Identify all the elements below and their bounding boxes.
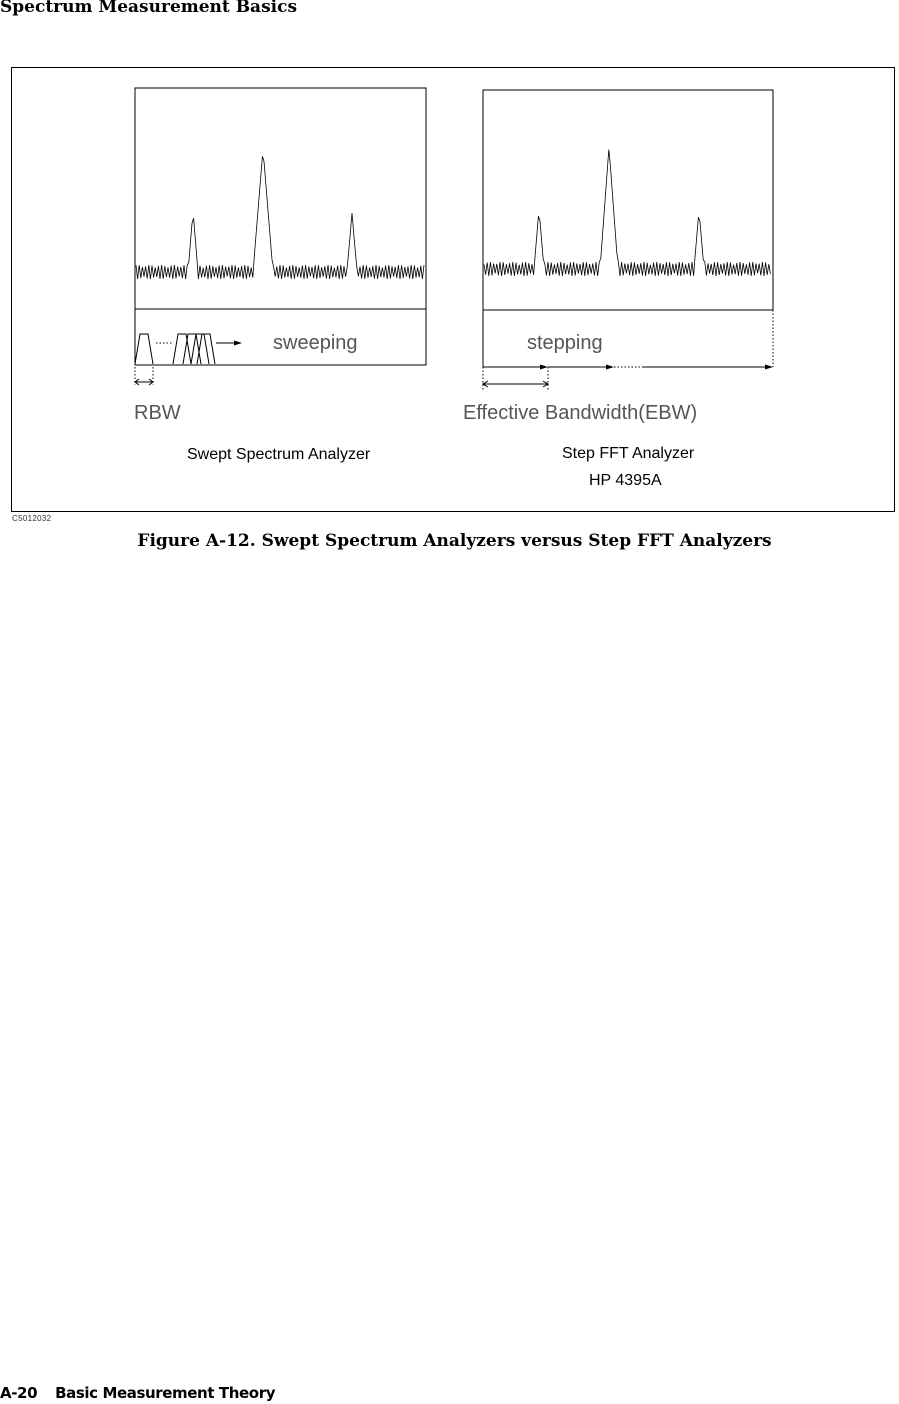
left-display-frame: [135, 88, 426, 365]
step-arrow-head: [765, 365, 773, 370]
footer-section: Basic Measurement Theory: [55, 1384, 276, 1402]
left-spectrum-trace: [136, 156, 424, 279]
left-panel-title: Swept Spectrum Analyzer: [187, 446, 371, 463]
right-spectrum-trace: [484, 150, 770, 276]
right-display-frame: [483, 90, 773, 310]
figure-illustration: [11, 67, 895, 512]
figure-id: C5012032: [12, 514, 52, 523]
page-number: A-20: [0, 1384, 38, 1402]
figure-caption: Figure A-12. Swept Spectrum Analyzers versus Step FFT Analyzers: [137, 531, 772, 551]
rbw-filter-shape: [135, 334, 153, 364]
rbw-label: RBW: [134, 402, 181, 424]
sweeping-label: sweeping: [273, 332, 358, 354]
stepping-label: stepping: [527, 332, 603, 354]
running-header: Spectrum Measurement Basics: [0, 0, 298, 17]
analyzer-model: HP 4395A: [589, 472, 662, 489]
step-arrow-head: [606, 365, 614, 370]
ebw-label: Effective Bandwidth(EBW): [463, 402, 698, 424]
step-arrow-head: [540, 365, 548, 370]
sweep-arrow-head: [234, 341, 242, 346]
right-panel-title: Step FFT Analyzer: [562, 445, 695, 462]
rbw-filter-shape: [173, 334, 191, 364]
page-footer: [0, 1384, 275, 1402]
